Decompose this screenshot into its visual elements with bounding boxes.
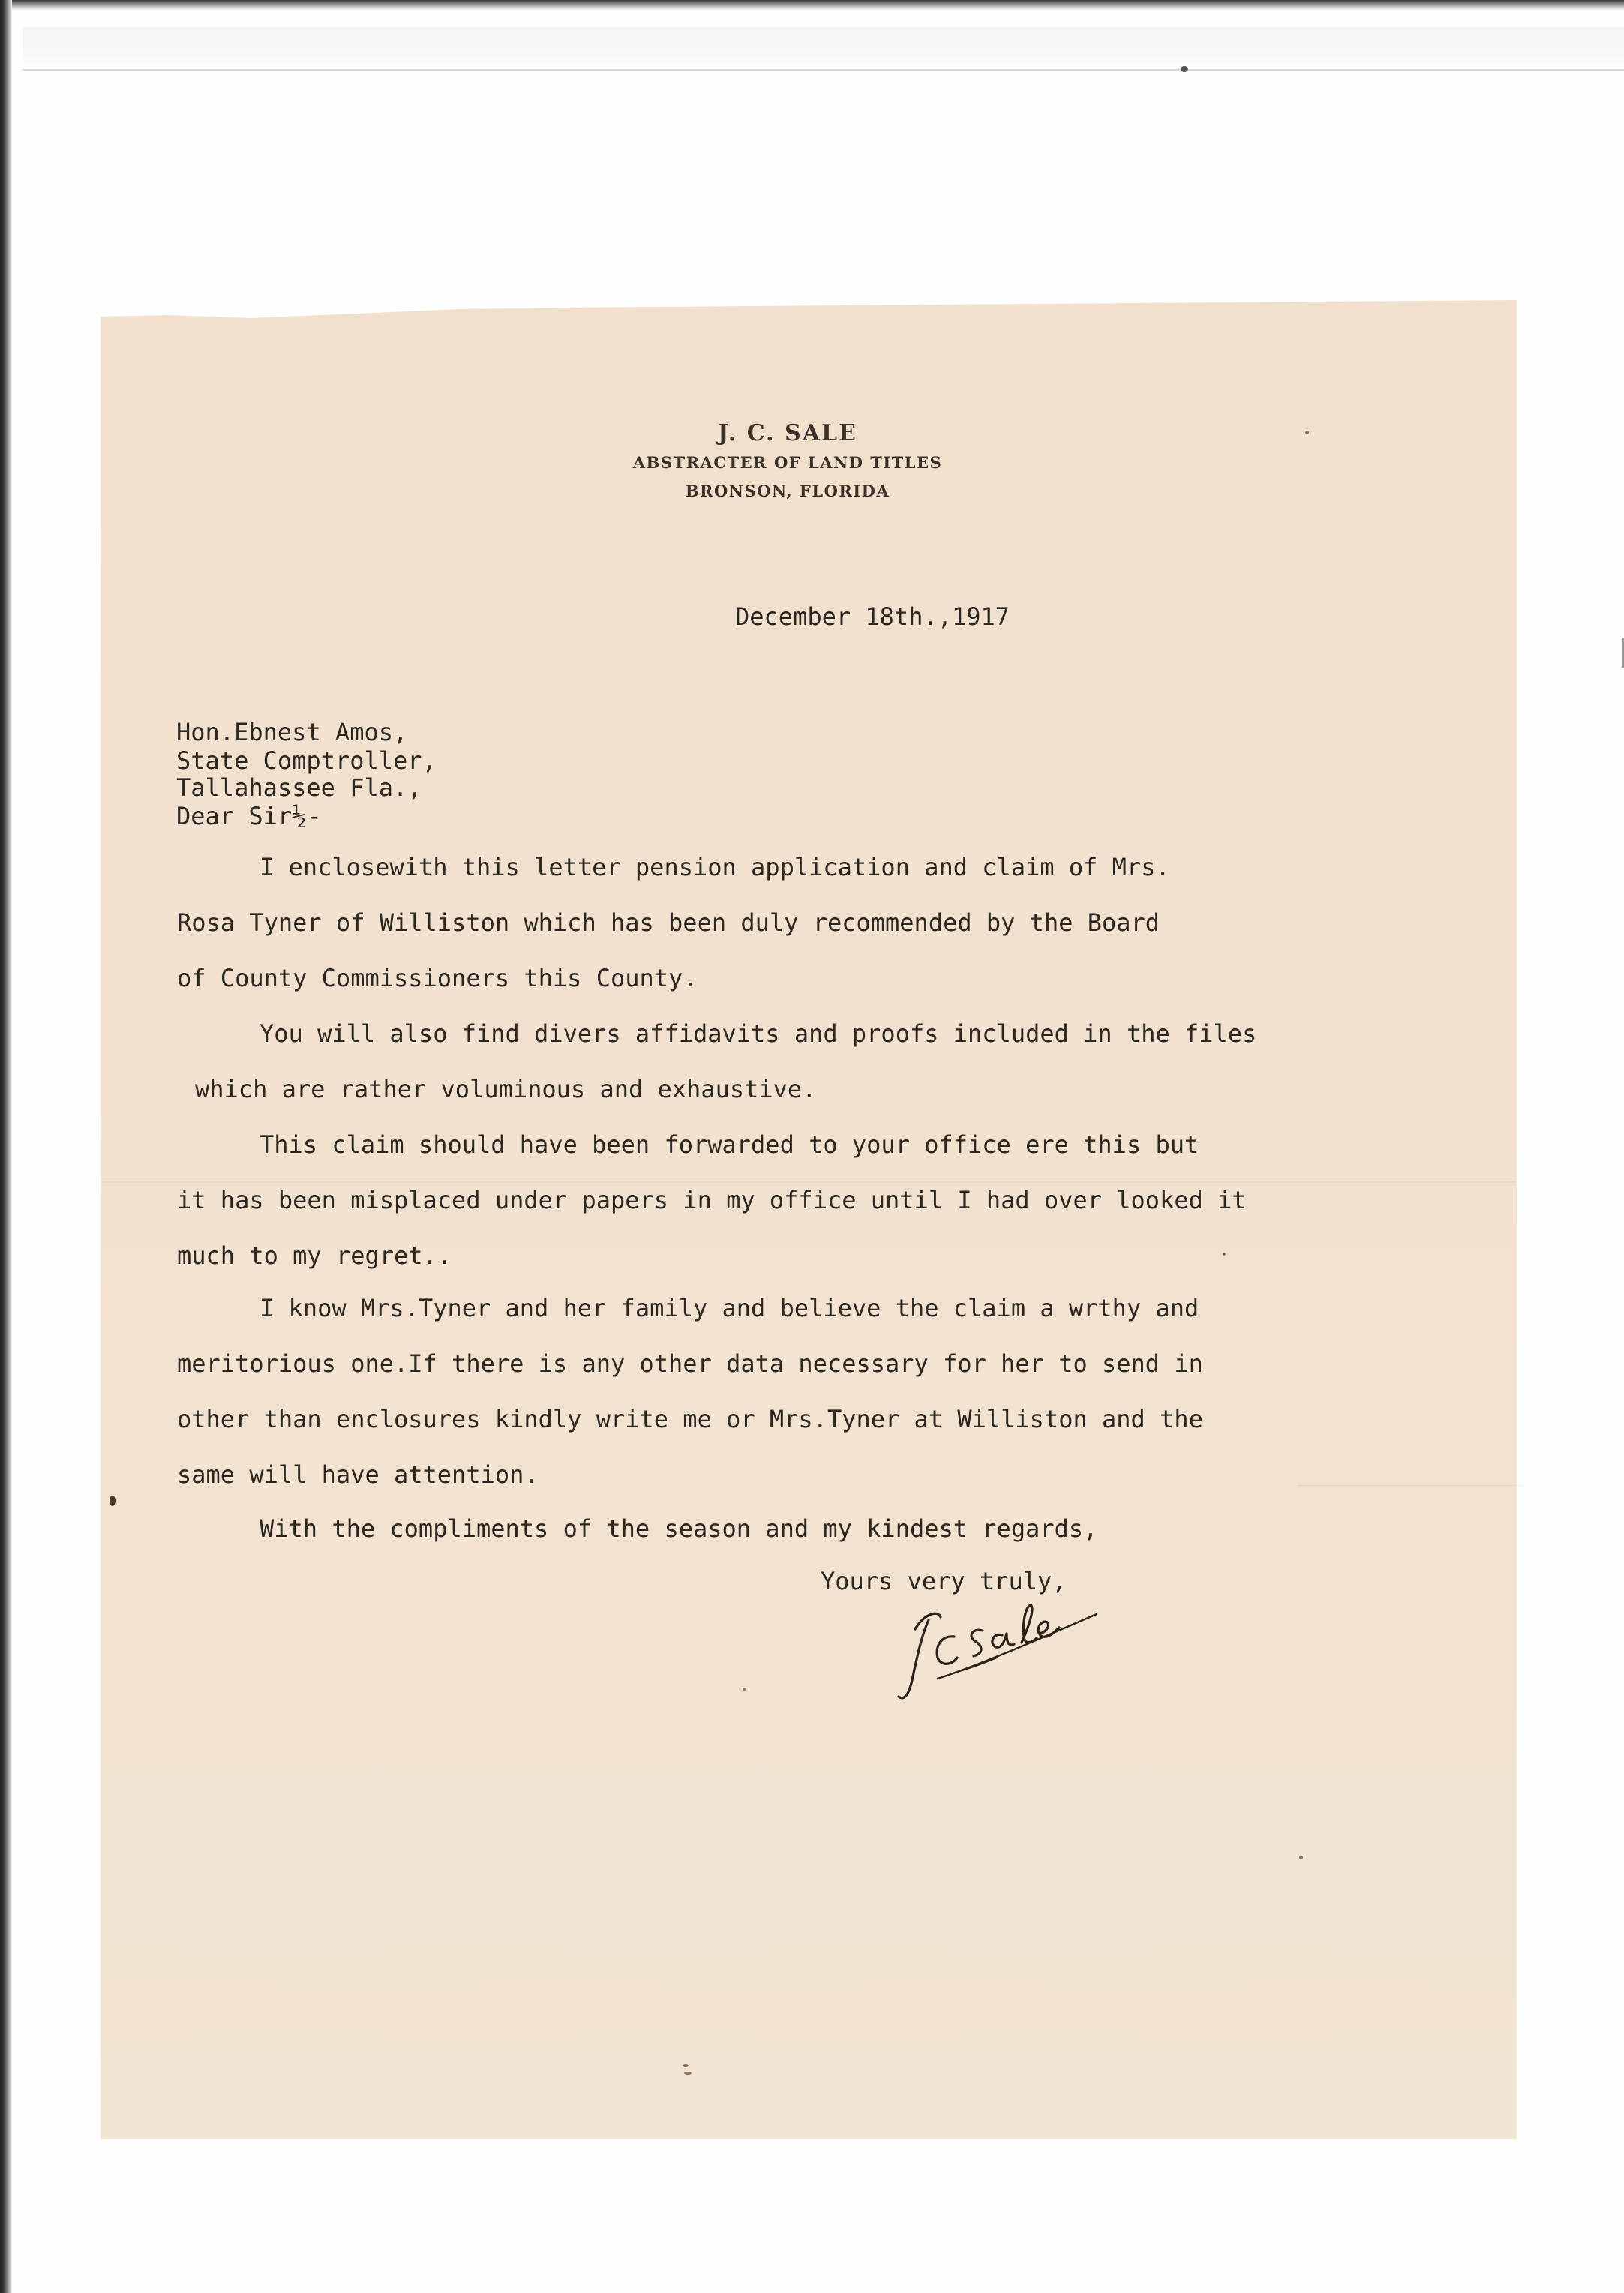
- letterhead-location: BRONSON, FLORIDA: [685, 482, 890, 500]
- body-line: meritorious one.If there is any other data necessary for her to send in: [177, 1349, 1203, 1378]
- body-line: Rosa Tyner of Williston which has been duly recommended by the Board: [177, 908, 1160, 937]
- scanner-top-band: [23, 27, 1624, 72]
- scanner-left-edge: [0, 0, 12, 2293]
- letterhead-title: ABSTRACTER OF LAND TITLES: [632, 453, 943, 472]
- salutation: Dear Sir½-: [176, 802, 321, 830]
- scanner-dust-mark: [1181, 66, 1188, 72]
- sheet-crease: [101, 1181, 1517, 1183]
- letter-sheet: [101, 300, 1517, 2139]
- body-line: much to my regret..: [177, 1241, 452, 1270]
- body-line: other than enclosures kindly write me or Mrs.Tyner at Williston and the: [177, 1405, 1203, 1433]
- body-line: With the compliments of the season and my kindest regards,: [260, 1514, 1098, 1543]
- body-line: You will also find divers affidavits and proofs included in the files: [260, 1019, 1257, 1048]
- body-line: I enclosewith this letter pension application and claim of Mrs.: [260, 853, 1170, 881]
- paper-speck: [1305, 431, 1309, 434]
- body-line: I know Mrs.Tyner and her family and believe the claim a wrthy and: [260, 1294, 1199, 1322]
- body-line: same will have attention.: [177, 1460, 539, 1489]
- body-line: This claim should have been forwarded to your office ere this but: [260, 1130, 1199, 1159]
- body-line: which are rather voluminous and exhaustive.: [195, 1075, 817, 1103]
- letter-date: December 18th.,1917: [735, 602, 1010, 631]
- scanner-top-line: [23, 69, 1624, 71]
- paper-speck: [110, 1496, 116, 1506]
- paper-speck: [683, 2064, 689, 2067]
- body-line: of County Commissioners this County.: [177, 964, 698, 992]
- letterhead-name: J. C. SALE: [718, 420, 857, 446]
- address-line: State Comptroller,: [176, 746, 437, 775]
- address-line: Hon.Ebnest Amos,: [176, 718, 408, 746]
- handwritten-signature: [885, 1584, 1110, 1712]
- paper-speck: [1223, 1253, 1226, 1256]
- paper-speck: [743, 1688, 746, 1691]
- paper-speck: [1299, 1856, 1303, 1859]
- sheet-fold-mark: [1298, 1485, 1523, 1486]
- paper-speck: [684, 2072, 692, 2075]
- scanner-top-edge: [12, 0, 1624, 11]
- address-line: Tallahassee Fla.,: [176, 773, 422, 802]
- closing: Yours very truly,: [821, 1567, 1067, 1595]
- body-line: it has been misplaced under papers in my office until I had over looked it: [177, 1186, 1247, 1214]
